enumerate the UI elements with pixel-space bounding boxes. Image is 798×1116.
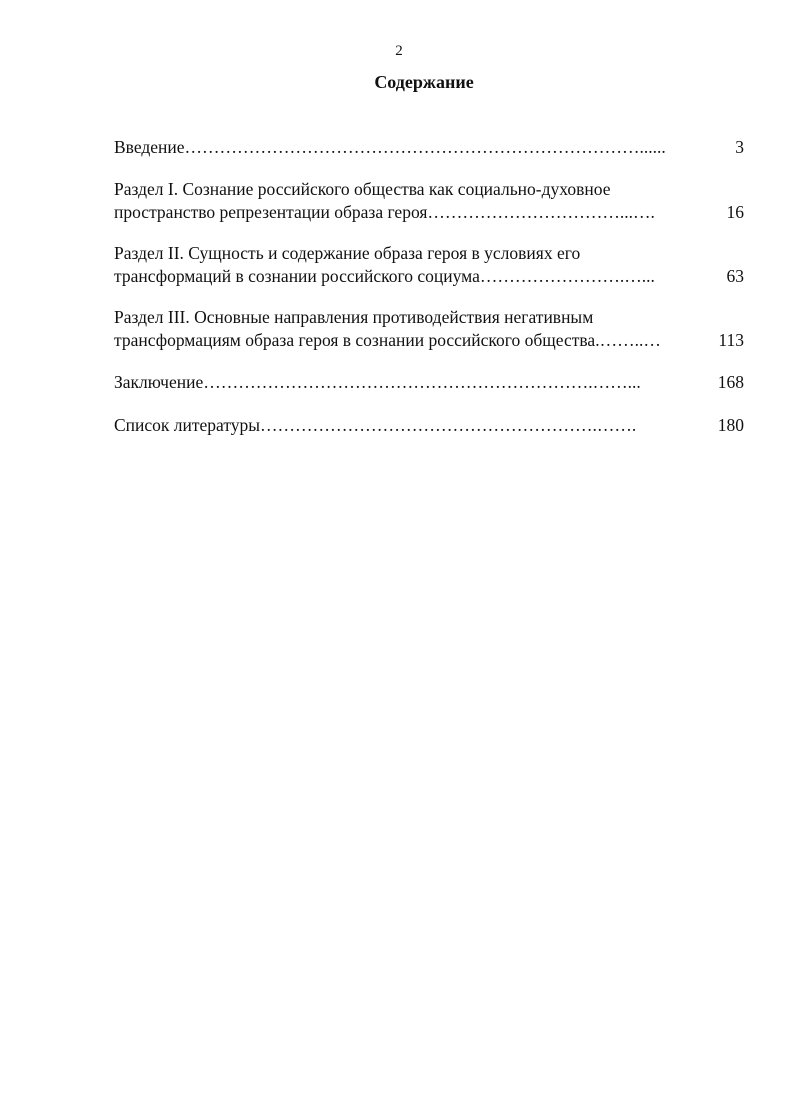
toc-entry-section-1[interactable] bbox=[114, 178, 744, 224]
toc-entry-text: пространство репрезентации образа героя……………………………...…. bbox=[114, 202, 655, 222]
toc-entry-text: трансформаций в сознании российского социума…………………….…... bbox=[114, 266, 655, 286]
toc-entry-section-2[interactable] bbox=[114, 242, 744, 288]
toc-entry-text: Список литературы………………………………………………….……. bbox=[114, 415, 637, 435]
toc-entry-text: Раздел II. Сущность и содержание образа героя в условиях его bbox=[114, 243, 581, 263]
toc-line bbox=[114, 371, 744, 394]
toc-entry-conclusion[interactable] bbox=[114, 371, 744, 394]
toc-entry-page: 168 bbox=[717, 372, 744, 392]
toc-line bbox=[114, 201, 744, 224]
toc-entry-page: 3 bbox=[735, 137, 744, 157]
toc-entry-introduction[interactable] bbox=[114, 136, 744, 159]
toc-entry-page: 63 bbox=[726, 266, 744, 286]
toc-line bbox=[114, 178, 744, 201]
toc-line bbox=[114, 265, 744, 288]
toc-line bbox=[114, 329, 744, 352]
page-number: 2 bbox=[395, 43, 403, 59]
toc-line bbox=[114, 306, 744, 329]
page-title: Содержание bbox=[374, 72, 474, 92]
toc-line bbox=[114, 414, 744, 437]
toc-line bbox=[114, 136, 744, 159]
toc-entry-text: Раздел III. Основные направления противодействия негативным bbox=[114, 307, 594, 327]
toc-entry-text: трансформациям образа героя в сознании российского общества.……..… bbox=[114, 330, 661, 350]
toc-line bbox=[114, 242, 744, 265]
toc-entry-page: 180 bbox=[717, 415, 744, 435]
toc-entry-text: Заключение………………………………………………………….……... bbox=[114, 372, 641, 392]
toc-entry-page: 16 bbox=[726, 202, 744, 222]
toc-entry-text: Раздел I. Сознание российского общества как социально-духовное bbox=[114, 179, 611, 199]
toc-entry-page: 113 bbox=[718, 330, 744, 350]
toc-entry-text: Введение……………………………………………………………………...... bbox=[114, 137, 666, 157]
toc-entry-bibliography[interactable] bbox=[114, 414, 744, 437]
toc-entry-section-3[interactable] bbox=[114, 306, 744, 352]
